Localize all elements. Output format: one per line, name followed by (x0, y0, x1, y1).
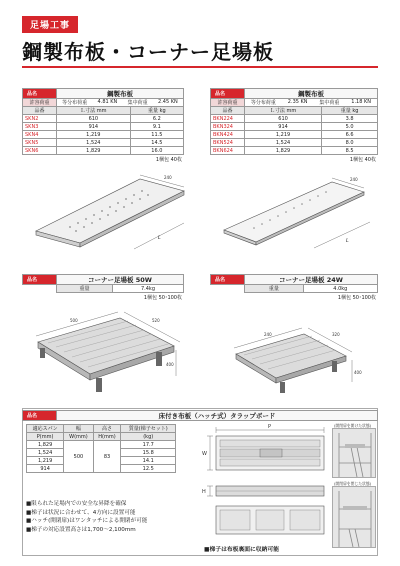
load-dist-label: 等分布荷重 (250, 100, 276, 106)
load-dist-value: 2.35 KN (287, 99, 308, 105)
cell-code: BKN424 (211, 131, 245, 139)
load-dist-label: 等分布荷重 (62, 100, 88, 106)
spec-table-3 (22, 274, 184, 293)
cell-weight: 8.0 (322, 139, 378, 147)
feature-list (26, 500, 147, 534)
cell-weight: 14.5 (130, 139, 183, 147)
photo-closed-illustration (333, 487, 377, 549)
load-dist-value: 4.81 KN (97, 99, 118, 105)
package-note: 1梱包 40枚 (155, 157, 182, 163)
photo-closed (332, 486, 376, 548)
dim-w: W (202, 451, 207, 457)
hatch-board-title-bar (22, 410, 378, 421)
list-item: ■梯子は状況に合わせて、4方向に設置可能 (26, 509, 136, 516)
load-conc-label: 集中荷重 (319, 100, 340, 106)
spec-table-4 (210, 274, 378, 293)
table-row (23, 123, 184, 131)
product-name: コーナー足場板 50W (57, 275, 184, 285)
dim-c: 400 (354, 370, 362, 375)
cell-span: 1,829 (27, 441, 64, 449)
table-row (211, 139, 378, 147)
ladder-storage-note: ■梯子は布板裏面に収納可能 (204, 547, 280, 553)
spec-table-1 (22, 88, 184, 155)
cell-code: BKN524 (211, 139, 245, 147)
table-row (211, 123, 378, 131)
col-length: Ｌ寸法 mm (57, 107, 131, 115)
cell-weight: 15.8 (121, 449, 176, 457)
cell-length: 1,829 (245, 147, 322, 155)
title-rule (22, 66, 378, 68)
cell-weight: 16.0 (130, 147, 183, 155)
corner-plank-drawing-50w (28, 302, 184, 398)
cell-weight: 3.8 (322, 115, 378, 123)
dim-c: 400 (166, 362, 174, 367)
weight-label: 重量 (57, 285, 113, 293)
cell-length: 610 (245, 115, 322, 123)
cell-weight: 17.7 (121, 441, 176, 449)
load-conc-value: 2.45 KN (158, 99, 178, 105)
dim-a: 500 (70, 318, 78, 323)
cell-length: 1,219 (57, 131, 131, 139)
col-code: 品番 (211, 107, 245, 115)
table-row (23, 115, 184, 123)
dim-length: L (346, 238, 349, 244)
list-item: ■ハッチ(開閉扉)はワンタッチによる開閉が可能 (26, 518, 148, 524)
col-span: 適応スパン (27, 425, 64, 433)
cell-weight: 8.5 (322, 147, 378, 155)
col-code: 品番 (23, 107, 57, 115)
table-row (23, 147, 184, 155)
weight-value: 7.4kg (113, 285, 184, 293)
col-width: 幅 (64, 425, 93, 433)
load-conc-label: 集中荷重 (127, 100, 148, 106)
cell-span: 1,524 (27, 449, 64, 457)
dim-length: L (158, 235, 161, 241)
col-weight-unit: (kg) (121, 433, 176, 441)
cell-weight: 12.5 (121, 465, 176, 473)
cell-code: SKN5 (23, 139, 57, 147)
table-row (23, 139, 184, 147)
hatch-board-drawing (200, 424, 330, 544)
cell-code: BKN624 (211, 147, 245, 155)
page-title: 鋼製布板・コーナー足場板 (22, 40, 274, 64)
cell-length: 914 (57, 123, 131, 131)
product-name: コーナー足場板 24W (245, 275, 378, 285)
cell-code: SKN6 (23, 147, 57, 155)
hatch-spec-table (26, 424, 176, 473)
cell-weight: 6.2 (130, 115, 183, 123)
cell-weight: 11.5 (130, 131, 183, 139)
cell-height: 83 (93, 441, 121, 473)
col-height-unit: H(mm) (93, 433, 121, 441)
dim-h: H (202, 489, 206, 495)
cell-length: 1,524 (57, 139, 131, 147)
cell-code: SKN2 (23, 115, 57, 123)
dim-width: 240 (164, 175, 172, 180)
category-badge: 足場工事 (22, 16, 78, 33)
table-row (23, 131, 184, 139)
label-cell: 品名 (23, 411, 57, 421)
cell-weight: 14.1 (121, 457, 176, 465)
weight-value: 4.0kg (303, 285, 377, 293)
list-item: ■限られた足場内での安全な昇降を確保 (26, 501, 127, 507)
cell-code: SKN3 (23, 123, 57, 131)
photo-open-illustration (333, 429, 377, 479)
cell-width: 500 (64, 441, 93, 473)
cell-span: 914 (27, 465, 64, 473)
spec-table-2 (210, 88, 378, 155)
label-cell: 品名 (211, 89, 245, 99)
col-width-unit: W(mm) (64, 433, 93, 441)
package-note: 1梱包 50･100枚 (337, 295, 376, 301)
package-note: 1梱包 40枚 (349, 157, 376, 163)
weight-label: 重量 (245, 285, 304, 293)
label-cell: 品名 (23, 275, 57, 285)
table-row (211, 115, 378, 123)
list-item: ■梯子の対応設置高さは1,700～2,100mm (26, 526, 136, 533)
col-height: 高さ (93, 425, 121, 433)
hatch-spec-panel (26, 424, 176, 473)
panel-steel-plank-2 (210, 88, 378, 163)
dim-width: 240 (350, 177, 358, 182)
cell-weight: 6.6 (322, 131, 378, 139)
table-row (27, 441, 176, 449)
load-allow: 許容荷重 (23, 99, 57, 107)
table-row (211, 131, 378, 139)
col-span-unit: P(mm) (27, 433, 64, 441)
panel-steel-plank-1 (22, 88, 184, 163)
corner-plank-drawing-24w (218, 308, 378, 398)
photo-open-caption: (開閉扉を開けた状態) (334, 423, 372, 428)
cell-code: SKN4 (23, 131, 57, 139)
cell-length: 1,524 (245, 139, 322, 147)
load-conc-value: 1.18 KN (351, 99, 372, 105)
cell-code: BKN224 (211, 115, 245, 123)
col-weight: 重量 kg (322, 107, 378, 115)
label-cell: 品名 (23, 89, 57, 99)
cell-weight: 9.1 (130, 123, 183, 131)
table-row (211, 147, 378, 155)
col-length: Ｌ寸法 mm (245, 107, 322, 115)
steel-plank-drawing-1 (30, 165, 190, 253)
cell-span: 1,219 (27, 457, 64, 465)
dim-b: 320 (332, 332, 340, 337)
package-note: 1梱包 50･100枚 (143, 295, 182, 301)
product-name: 床付き布板（ハッチ式）タラップボード (57, 411, 378, 421)
dim-p: P (268, 424, 272, 430)
col-weight: 重量 kg (130, 107, 183, 115)
steel-plank-drawing-2 (214, 170, 378, 250)
label-cell: 品名 (211, 275, 245, 285)
photo-open (332, 428, 376, 478)
panel-corner-plank-50w (22, 274, 184, 301)
dim-a: 240 (264, 332, 272, 337)
cell-length: 914 (245, 123, 322, 131)
cell-code: BKN324 (211, 123, 245, 131)
panel-corner-plank-24w (210, 274, 378, 301)
photo-closed-caption: (開閉扉を閉じた状態) (334, 481, 372, 486)
cell-length: 610 (57, 115, 131, 123)
dim-b: 520 (152, 318, 160, 323)
hatch-title-table (22, 410, 378, 421)
cell-length: 1,219 (245, 131, 322, 139)
col-weight: 質量(梯子セット) (121, 425, 176, 433)
cell-weight: 5.0 (322, 123, 378, 131)
product-name: 鋼製布板 (57, 89, 184, 99)
load-allow: 許容荷重 (211, 99, 245, 107)
cell-length: 1,829 (57, 147, 131, 155)
product-name: 鋼製布板 (245, 89, 378, 99)
